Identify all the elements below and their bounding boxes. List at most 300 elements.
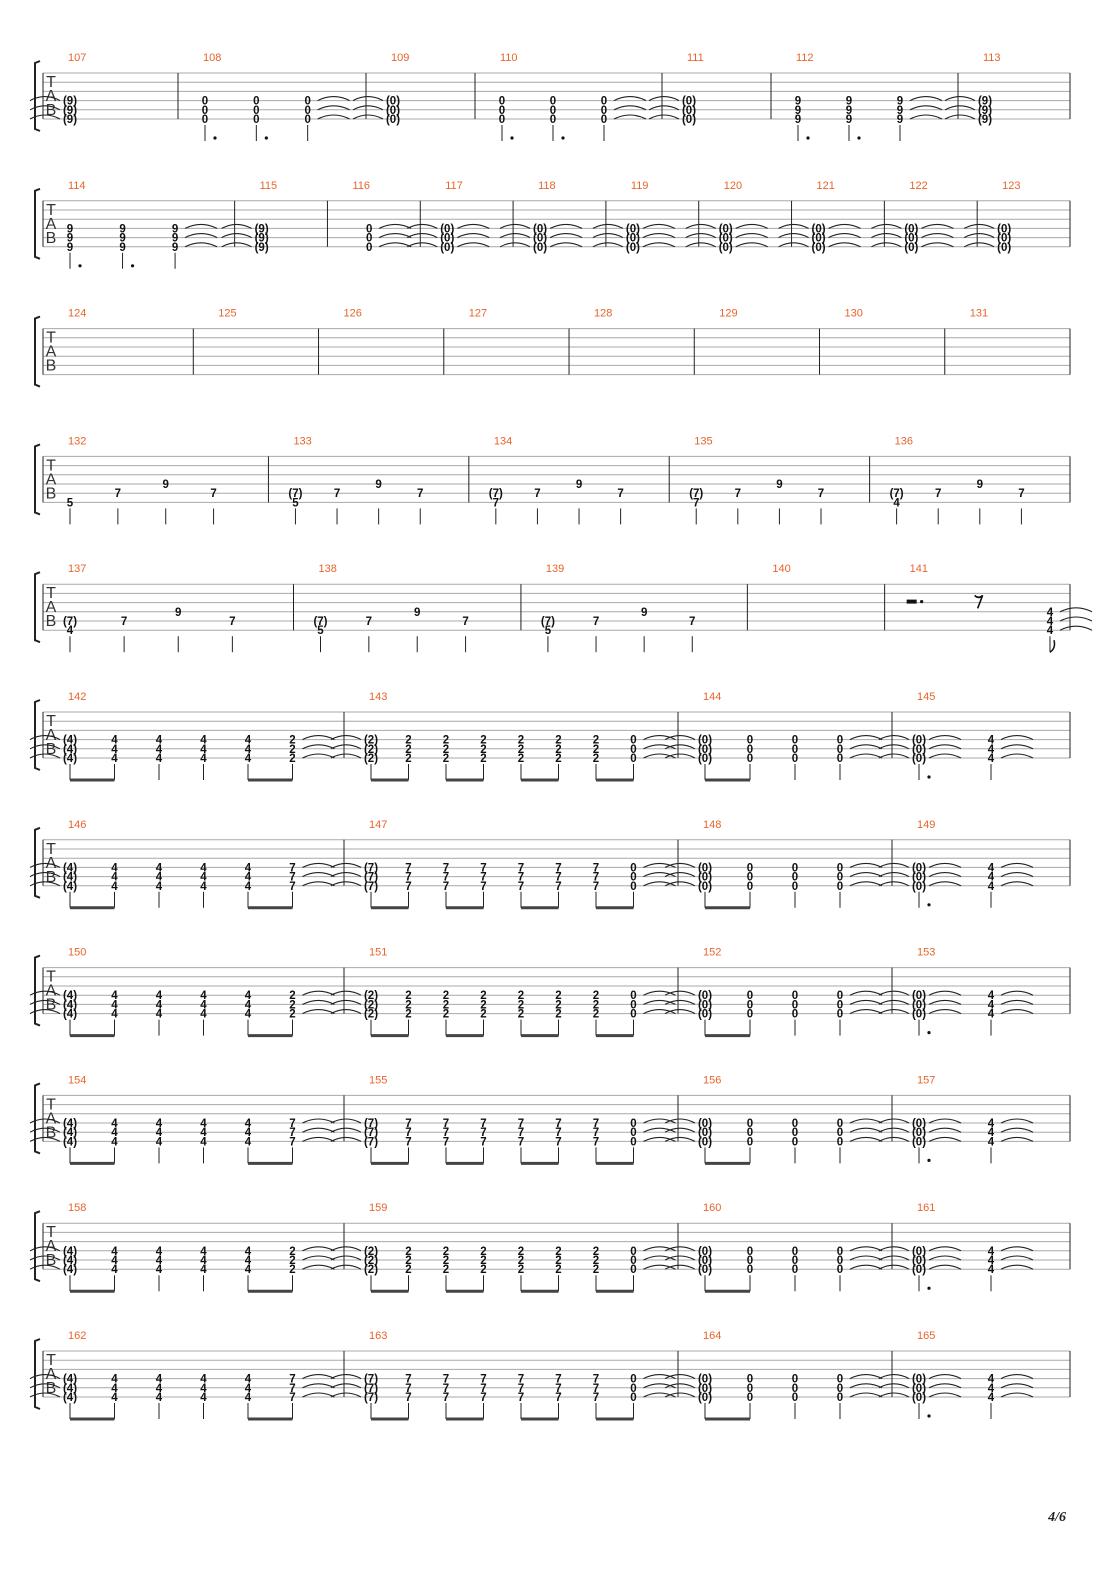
fret-number: 0 — [746, 1118, 754, 1130]
fret-number: (7) — [363, 1392, 379, 1404]
fret-number: 0 — [791, 871, 799, 884]
fret-number: 4 — [244, 862, 252, 875]
fret-number: 4 — [200, 1255, 207, 1267]
fret-number: (0) — [697, 1255, 713, 1267]
fret-number: 0 — [630, 1392, 637, 1404]
fret-number: 7 — [480, 880, 487, 893]
tie-out-arc — [921, 234, 953, 238]
measure — [964, 180, 1020, 254]
tie-out-arc — [303, 873, 335, 877]
beat — [480, 1246, 486, 1291]
tie-out-arc — [185, 243, 217, 247]
rest-dot — [920, 600, 923, 603]
fret-number: 7 — [517, 1136, 525, 1149]
measure-number: 121 — [816, 179, 835, 192]
fret-number: 9 — [845, 104, 853, 117]
tab-system — [30, 1330, 1070, 1419]
fret-number: (4) — [62, 1127, 78, 1140]
fret-number: 4 — [987, 1008, 995, 1021]
measure — [288, 435, 468, 524]
fret-number: 7 — [442, 1392, 450, 1404]
fret-number: 4 — [200, 990, 207, 1003]
tie-in-arc — [871, 224, 901, 228]
measure — [686, 180, 792, 254]
measure — [30, 1330, 344, 1419]
fret-number: 4 — [244, 990, 252, 1003]
fret-number: 4 — [155, 1373, 163, 1386]
fret-number: (0) — [911, 734, 927, 747]
fret-number: 0 — [836, 880, 844, 893]
tie-out-arc — [921, 224, 953, 228]
fret-number: 4 — [244, 1373, 252, 1386]
fret-number: 2 — [480, 753, 487, 765]
beat — [555, 1118, 561, 1163]
fret-number: 0 — [630, 1136, 637, 1149]
fret-number: 0 — [498, 114, 506, 126]
measure — [649, 52, 771, 126]
tie-in-arc — [331, 745, 361, 749]
system-bracket — [35, 189, 40, 259]
fret-number: 7 — [289, 1136, 296, 1149]
fret-number: 4 — [893, 497, 900, 510]
system-bracket — [35, 828, 40, 898]
fret-number: 7 — [592, 1392, 600, 1404]
fret-number: 2 — [592, 1264, 600, 1277]
measure-number: 130 — [844, 307, 863, 320]
tie-out-arc — [614, 97, 646, 101]
fret-number: 2 — [480, 1008, 487, 1021]
measure — [890, 435, 1025, 524]
measure — [331, 1330, 678, 1419]
tie-in-arc — [222, 224, 252, 228]
fret-number: 0 — [836, 1264, 844, 1277]
tie-in-arc — [945, 115, 975, 119]
fret-number: 4 — [987, 999, 995, 1012]
tie-out-arc — [643, 243, 675, 247]
measure — [665, 947, 892, 1036]
fret-number: 9 — [896, 114, 904, 126]
beat — [462, 616, 468, 652]
measure-number: 117 — [445, 179, 463, 192]
tab-clef-letter: B — [45, 1124, 57, 1142]
fret-number: 0 — [746, 1255, 754, 1267]
fret-number: 0 — [630, 1118, 637, 1130]
measure — [970, 308, 988, 320]
tie-in-arc — [879, 1256, 909, 1260]
tie-in-arc — [686, 234, 716, 238]
fret-number: 7 — [405, 1118, 412, 1130]
beat — [988, 735, 1033, 780]
tab-clef-letter: A — [45, 854, 57, 872]
fret-number: 7 — [480, 871, 487, 884]
beat — [443, 1374, 449, 1419]
tie-in-arc — [353, 115, 383, 119]
fret-number: (0) — [911, 1382, 927, 1395]
beat — [630, 735, 675, 780]
fret-number: 0 — [791, 990, 799, 1003]
fret-number: 0 — [746, 1264, 754, 1277]
fret-number: 2 — [289, 1245, 296, 1258]
tie-in-arc — [331, 1265, 361, 1269]
tie-out-arc — [850, 1137, 882, 1141]
fret-number: 7 — [517, 1373, 525, 1386]
tab-clef-letter: A — [45, 88, 57, 105]
fret-number: 2 — [517, 1245, 525, 1258]
beat — [331, 1246, 378, 1291]
fret-number: 4 — [200, 1127, 207, 1140]
fret-number: 4 — [200, 999, 207, 1012]
fret-number: 4 — [111, 1127, 118, 1140]
fret-number: 2 — [480, 990, 487, 1003]
fret-number: 4 — [155, 880, 163, 893]
fret-number: (0) — [697, 734, 713, 747]
fret-number: 2 — [480, 734, 487, 747]
tie-in-arc — [879, 1128, 909, 1132]
measure-number: 154 — [68, 1074, 87, 1087]
tie-out-arc — [929, 1375, 961, 1379]
beat — [331, 1374, 378, 1419]
fret-number: (0) — [440, 232, 455, 245]
tie-out-arc — [185, 234, 217, 238]
tie-out-arc — [929, 1010, 961, 1014]
fret-number: 0 — [791, 1127, 799, 1140]
beat — [63, 616, 77, 652]
fret-number: 4 — [244, 743, 252, 756]
fret-number: 2 — [517, 1255, 525, 1267]
measure — [30, 1074, 344, 1163]
measure — [593, 180, 699, 254]
fret-number: 0 — [746, 1373, 754, 1386]
measure — [30, 691, 344, 780]
fret-number: (9) — [977, 104, 993, 117]
fret-number: 0 — [836, 1136, 844, 1149]
beat — [879, 1118, 961, 1163]
tie-in-arc — [407, 243, 437, 247]
fret-number: (0) — [997, 241, 1012, 254]
fret-number: 7 — [555, 1127, 562, 1140]
tie-out-arc — [550, 224, 582, 228]
fret-number: 7 — [480, 1382, 487, 1395]
fret-number: 4 — [244, 1245, 252, 1258]
fret-number: 4 — [244, 1118, 252, 1130]
fret-number: 0 — [600, 114, 608, 126]
tie-in-arc — [665, 1393, 695, 1397]
measure-number: 113 — [983, 52, 1001, 64]
tie-out-arc — [1060, 617, 1092, 621]
fret-number: (2) — [363, 999, 379, 1012]
measure-number: 119 — [630, 179, 649, 192]
fret-number: 2 — [555, 1255, 562, 1267]
tie-in-arc — [407, 234, 437, 238]
fret-number: (0) — [911, 990, 927, 1003]
fret-number: 0 — [836, 743, 844, 756]
fret-number: 4 — [111, 1392, 118, 1404]
beat — [555, 1246, 561, 1291]
fret-number: 0 — [498, 104, 506, 117]
fret-number: 4 — [987, 734, 995, 747]
fret-number: 4 — [111, 871, 118, 884]
fret-number: (0) — [718, 223, 733, 236]
fret-number: (0) — [697, 990, 713, 1003]
fret-number: (0) — [625, 241, 640, 254]
fret-number: (0) — [697, 1127, 713, 1140]
fret-number: 2 — [405, 990, 412, 1003]
fret-number: 0 — [836, 1382, 844, 1395]
fret-number: 0 — [630, 990, 637, 1003]
fret-number: 2 — [289, 1008, 296, 1021]
fret-number: 0 — [746, 1008, 754, 1021]
tie-out-arc — [1001, 1010, 1033, 1014]
fret-number: (0) — [911, 1136, 927, 1149]
tie-out-arc — [303, 1128, 335, 1132]
beat — [366, 616, 372, 652]
fret-number: (9) — [254, 241, 269, 254]
beat — [879, 1246, 961, 1291]
beat — [245, 735, 252, 780]
fret-number: (0) — [697, 743, 713, 756]
tab-clef-letter: A — [45, 727, 57, 744]
measure — [68, 308, 193, 375]
fret-number: 2 — [555, 743, 562, 756]
fret-number: 2 — [517, 753, 525, 765]
fret-number: 4 — [200, 1008, 207, 1021]
beat — [518, 990, 524, 1035]
beat — [792, 735, 798, 780]
fret-number: 2 — [442, 753, 450, 765]
fret-number: 2 — [517, 990, 525, 1003]
tie-out-arc — [929, 873, 961, 877]
fret-number: 7 — [405, 1382, 412, 1395]
system-bracket — [35, 444, 40, 514]
tie-out-arc — [1001, 1137, 1033, 1141]
fret-number: 7 — [289, 1373, 296, 1386]
fret-number: (0) — [625, 223, 640, 236]
fret-number: 7 — [442, 1118, 450, 1130]
beat — [200, 1246, 207, 1291]
beat — [480, 735, 486, 780]
tab-clef-letter: A — [45, 343, 57, 361]
tie-in-arc — [779, 224, 809, 228]
tie-out-arc — [303, 882, 335, 886]
beat — [200, 1118, 207, 1163]
fret-number: (7) — [363, 1373, 379, 1386]
tie-out-arc — [829, 243, 861, 247]
beat — [555, 1374, 561, 1419]
measure-number: 146 — [68, 818, 87, 831]
tie-out-arc — [303, 1393, 335, 1397]
beat — [331, 1118, 378, 1163]
fret-number: (0) — [533, 232, 548, 245]
beat — [156, 1246, 163, 1291]
measure-number: 152 — [703, 946, 722, 959]
tie-in-arc — [222, 234, 252, 238]
fret-number: (4) — [62, 862, 78, 875]
fret-number: 2 — [592, 743, 600, 756]
tab-clef-letter: T — [46, 1352, 56, 1369]
measure-number: 159 — [369, 1202, 388, 1215]
beat — [245, 1374, 252, 1419]
tab-clef-letter: B — [45, 613, 57, 631]
tab-clef-letter: A — [45, 1238, 57, 1256]
beat — [837, 990, 882, 1035]
beat — [119, 223, 134, 268]
fret-number: 0 — [746, 990, 754, 1003]
measure — [879, 1202, 1033, 1291]
tie-out-arc — [318, 106, 350, 110]
beat — [245, 1246, 252, 1291]
fret-number: 0 — [791, 1373, 799, 1386]
tie-in-arc — [879, 1247, 909, 1251]
fret-number: 2 — [592, 1245, 600, 1258]
fret-number: 2 — [442, 1264, 450, 1277]
beat — [417, 488, 423, 524]
tab-system — [30, 819, 1070, 908]
fret-number: 4 — [244, 753, 252, 765]
measure-number: 118 — [538, 179, 556, 192]
beat — [289, 735, 334, 780]
fret-number: 0 — [746, 753, 754, 765]
fret-number: 9 — [896, 104, 904, 117]
beat — [253, 96, 268, 141]
tie-out-arc — [1001, 754, 1033, 758]
beat — [988, 990, 1033, 1035]
fret-number: 0 — [746, 734, 754, 747]
fret-number: 0 — [836, 1245, 844, 1258]
tie-out-arc — [929, 882, 961, 886]
fret-number: 2 — [442, 990, 450, 1003]
fret-number: (4) — [62, 734, 78, 747]
fret-number: 7 — [289, 1392, 296, 1404]
fret-number: 2 — [555, 1264, 562, 1277]
fret-number: 4 — [987, 1118, 995, 1130]
tie-in-arc — [665, 1000, 695, 1004]
fret-number: (9) — [977, 95, 993, 108]
beat — [747, 1118, 753, 1163]
beat — [792, 1374, 798, 1419]
measure — [665, 691, 892, 780]
fret-number: 2 — [517, 1264, 525, 1277]
tie-out-arc — [850, 1384, 882, 1388]
fret-number: 4 — [111, 734, 118, 747]
fret-number: 2 — [289, 1264, 296, 1277]
fret-number: 9 — [66, 241, 74, 254]
fret-number: 4 — [155, 1008, 163, 1021]
system-bracket — [35, 1211, 40, 1281]
fret-number: (0) — [911, 1264, 927, 1277]
tie-in-arc — [665, 1375, 695, 1379]
measure — [879, 947, 1033, 1036]
fret-number: 4 — [155, 1245, 163, 1258]
tie-in-arc — [871, 243, 901, 247]
tab-clef-letter: B — [45, 996, 57, 1014]
tab-system — [35, 180, 1070, 269]
fret-number: 0 — [201, 114, 209, 126]
fret-number: 9 — [119, 241, 126, 254]
fret-number: (9) — [62, 95, 78, 108]
measure — [879, 1330, 1033, 1419]
beat — [67, 223, 82, 268]
beat — [111, 1118, 118, 1163]
fret-number: 2 — [517, 999, 525, 1012]
fret-number: 0 — [746, 1127, 754, 1140]
fret-number: (4) — [62, 743, 78, 756]
tie-in-arc — [665, 1137, 695, 1141]
tie-out-arc — [929, 736, 961, 740]
tie-out-arc — [1001, 736, 1033, 740]
fret-number: 0 — [600, 104, 608, 117]
fret-number: 2 — [592, 999, 600, 1012]
measure-number: 131 — [969, 307, 989, 320]
fret-number: 0 — [836, 990, 844, 1003]
beat — [935, 488, 941, 524]
beat — [665, 1246, 712, 1291]
tie-out-arc — [1001, 882, 1033, 886]
fret-number: 4 — [244, 1008, 252, 1021]
tab-clef-letter: A — [45, 982, 57, 1000]
fret-number: 9 — [794, 95, 802, 108]
tie-out-arc — [850, 1265, 882, 1269]
measure-number: 129 — [719, 307, 738, 320]
tie-in-arc — [500, 224, 530, 228]
beat — [518, 735, 524, 780]
measure-number: 151 — [369, 946, 388, 959]
fret-number: (0) — [697, 862, 713, 875]
beat — [289, 1374, 334, 1419]
tab-clef-letter: B — [45, 102, 57, 119]
measure — [907, 563, 1092, 652]
measure-number: 107 — [68, 52, 87, 64]
measure-number: 142 — [68, 691, 87, 703]
measure — [541, 563, 747, 652]
tie-out-arc — [1060, 626, 1092, 630]
beat — [747, 1374, 753, 1419]
system-bracket — [35, 1339, 40, 1409]
tie-out-arc — [303, 1119, 335, 1123]
beat — [518, 862, 524, 907]
tie-in-arc — [353, 106, 383, 110]
measure-number: 158 — [68, 1202, 87, 1215]
fret-number: 9 — [845, 95, 853, 108]
tie-out-arc — [929, 1393, 961, 1397]
fret-number: 7 — [405, 1392, 412, 1404]
measure — [469, 308, 569, 375]
beat — [443, 990, 449, 1035]
fret-number: 0 — [600, 95, 608, 108]
fret-number: 2 — [405, 999, 412, 1012]
fret-number: 9 — [171, 232, 179, 245]
beat — [988, 1246, 1033, 1291]
fret-number: 0 — [630, 1264, 637, 1277]
fret-number: 7 — [592, 862, 600, 875]
fret-number: (4) — [62, 990, 78, 1003]
duration-dot — [806, 136, 809, 139]
fret-number: 7 — [592, 1118, 600, 1130]
fret-number: 9 — [175, 606, 182, 619]
fret-number: 7 — [210, 488, 217, 501]
tie-in-arc — [945, 97, 975, 101]
fret-number: (9) — [254, 223, 269, 236]
fret-number: 4 — [987, 743, 995, 756]
measure-number: 125 — [218, 307, 237, 320]
fret-number: 0 — [791, 1245, 799, 1258]
fret-number: 0 — [630, 862, 637, 875]
tie-out-arc — [929, 1265, 961, 1269]
fret-number: (9) — [977, 114, 993, 126]
measure-number: 150 — [68, 946, 87, 959]
tie-in-arc — [593, 243, 623, 247]
beat — [630, 862, 675, 907]
measure — [879, 819, 1033, 908]
